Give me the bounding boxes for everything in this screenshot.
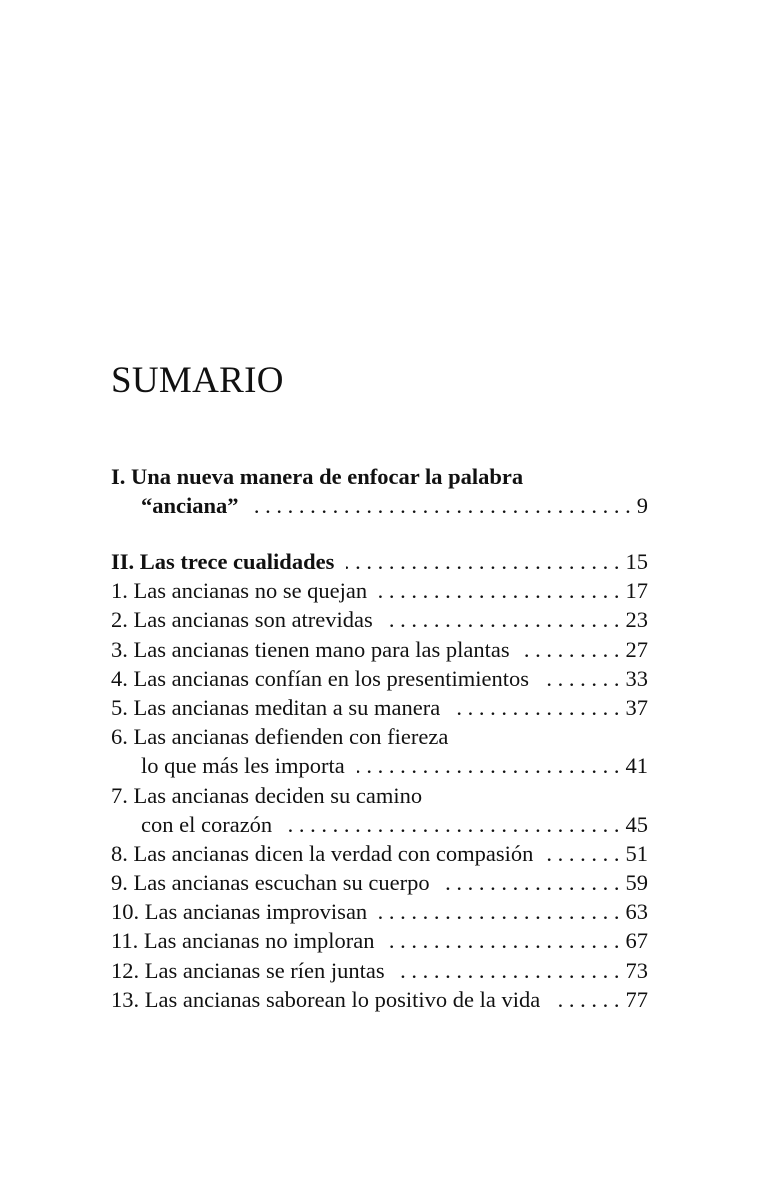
toc-entry-text: lo que más les importa	[141, 753, 345, 779]
dot-leader	[552, 985, 619, 1014]
toc-entry-text: 1. Las ancianas no se quejan	[111, 578, 368, 604]
toc-entry-text: “anciana”	[141, 493, 239, 519]
dot-leader	[397, 956, 620, 985]
dot-leader	[442, 868, 620, 897]
toc-page-number: 23	[625, 607, 648, 633]
toc-page-number: 67	[625, 928, 648, 954]
toc-entry-5[interactable]	[111, 693, 648, 722]
toc-entry-13[interactable]	[111, 985, 648, 1014]
toc-page-number: 45	[625, 811, 648, 837]
dot-leader	[379, 576, 619, 605]
dot-leader	[545, 839, 619, 868]
toc-page-number: 73	[625, 957, 648, 983]
toc-entry-part-2[interactable]	[111, 547, 648, 576]
toc-entry-text: 8. Las ancianas dicen la verdad con compasión	[111, 840, 534, 866]
toc-entry-7[interactable]	[111, 781, 648, 810]
toc-entry-text: 7. Las ancianas deciden su camino	[111, 782, 423, 808]
dot-leader	[346, 547, 619, 576]
dot-leader	[385, 605, 620, 634]
toc-entry-1[interactable]	[111, 576, 648, 605]
toc-entry-text: 3. Las ancianas tienen mano para las plantas	[111, 636, 510, 662]
toc-page-number: 51	[625, 840, 648, 866]
toc-entry-text: II. Las trece cualidades	[111, 549, 335, 574]
toc-entry-2[interactable]	[111, 605, 648, 634]
toc-entry-text: 11. Las ancianas no imploran	[111, 928, 375, 954]
toc-entry-part-1[interactable]	[111, 462, 648, 491]
toc-entry-6-cont[interactable]	[111, 751, 648, 780]
toc-entry-text: 2. Las ancianas son atrevidas	[111, 607, 373, 633]
toc-page-number: 37	[625, 694, 648, 720]
toc-entry-text: con el corazón	[141, 811, 273, 837]
toc-page-number: 63	[625, 899, 648, 925]
toc-page-number: 33	[625, 665, 648, 691]
toc-page-number: 41	[625, 753, 648, 779]
toc-entry-11[interactable]	[111, 926, 648, 955]
toc-entry-9[interactable]	[111, 868, 648, 897]
toc-page-number: 17	[625, 578, 648, 604]
toc-entry-part-1-cont[interactable]	[111, 491, 648, 520]
dot-leader	[357, 751, 620, 780]
dot-leader	[284, 810, 619, 839]
toc-page-number: 15	[625, 549, 648, 574]
toc-entry-text: 4. Las ancianas confían en los presentimientos	[111, 665, 529, 691]
dot-leader	[379, 897, 619, 926]
toc-page-number: 27	[625, 636, 648, 662]
toc-entry-text: I. Una nueva manera de enfocar la palabra	[111, 464, 524, 489]
toc-entry-text: 13. Las ancianas saborean lo positivo de la vida	[111, 986, 541, 1012]
toc-entry-10[interactable]	[111, 897, 648, 926]
toc-part-1	[111, 462, 648, 520]
toc-part-2	[111, 547, 648, 1014]
toc-entry-text: 6. Las ancianas defienden con fiereza	[111, 724, 449, 750]
toc-entry-text: 5. Las ancianas meditan a su manera	[111, 694, 441, 720]
dot-leader	[541, 664, 620, 693]
page-title: SUMARIO	[111, 360, 284, 401]
toc-page-number: 9	[636, 493, 648, 519]
toc-entry-text: 12. Las ancianas se ríen juntas	[111, 957, 385, 983]
toc-entry-4[interactable]	[111, 664, 648, 693]
toc-page-number: 59	[625, 870, 648, 896]
toc-entry-text: 9. Las ancianas escuchan su cuerpo	[111, 870, 430, 896]
toc-entry-8[interactable]	[111, 839, 648, 868]
toc-entry-7-cont[interactable]	[111, 810, 648, 839]
dot-leader	[522, 635, 620, 664]
toc-entry-6[interactable]	[111, 722, 648, 751]
toc-entry-3[interactable]	[111, 635, 648, 664]
dot-leader	[452, 693, 619, 722]
toc-entry-12[interactable]	[111, 956, 648, 985]
toc-entry-text: 10. Las ancianas improvisan	[111, 899, 368, 925]
dot-leader	[251, 491, 631, 520]
dot-leader	[386, 926, 619, 955]
toc-page-number: 77	[625, 986, 648, 1012]
